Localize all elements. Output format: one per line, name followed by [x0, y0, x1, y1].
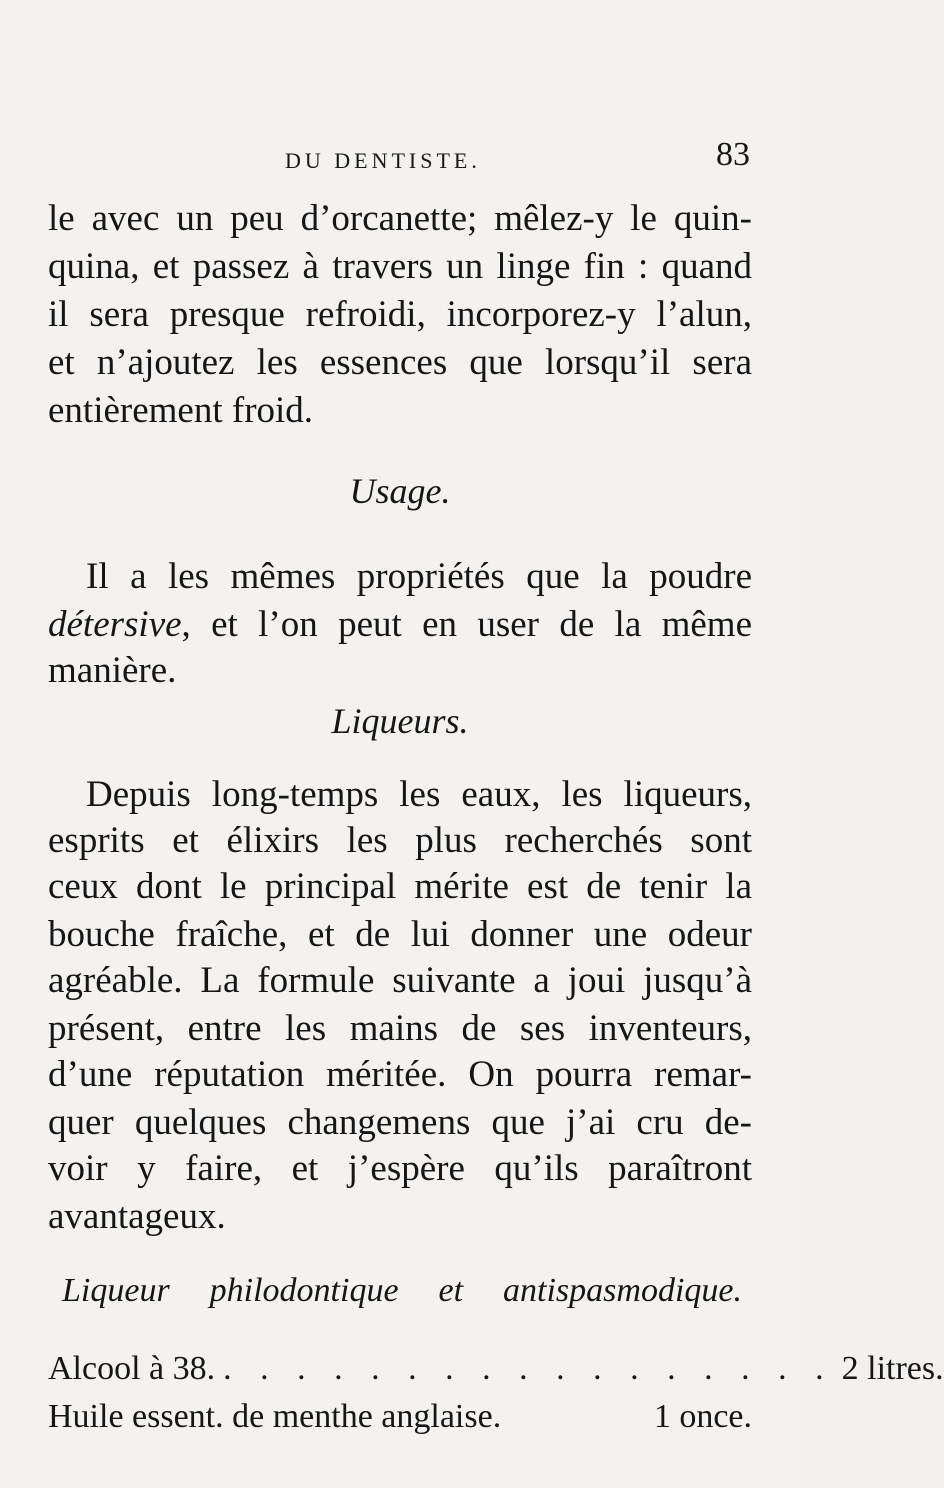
- para1-line-1: le avec un peu d’orcanette; mêlez-y le quin-: [48, 198, 752, 239]
- para3-line-4: bouche fraîche, et de lui donner une odeur: [48, 914, 752, 955]
- para3-line-8: quer quelques changemens que j’ai cru de-: [48, 1102, 752, 1143]
- heading-usage: Usage.: [349, 471, 451, 511]
- para3-line-2: esprits et élixirs les plus recherchés sont: [48, 820, 752, 861]
- para2-line-2: [48, 602, 752, 648]
- ingredient-quantity: 2 litres.: [841, 1350, 944, 1387]
- para2-line-1: Il a les mêmes propriétés que la poudre: [86, 556, 752, 597]
- para1-line-4: et n’ajoutez les essences que lorsqu’il sera: [48, 342, 752, 383]
- ingredient-quantity: 1 once.: [653, 1398, 752, 1435]
- para2-line-2-rest: , et l’on peut en user de la même: [181, 604, 752, 645]
- heading-liqueurs: Liqueurs.: [331, 701, 469, 741]
- ingredient-name: Alcool à 38.: [48, 1350, 216, 1387]
- page-header: [0, 136, 800, 186]
- running-head: DU DENTISTE.: [285, 148, 481, 173]
- ingredient-row: [48, 1394, 752, 1440]
- para3-line-9: voir y faire, et j’espère qu’ils paraîtront: [48, 1148, 752, 1189]
- page-number: 83: [716, 136, 750, 173]
- para3-line-3: ceux dont le principal mérite est de tenir la: [48, 866, 752, 907]
- para3-line-5: agréable. La formule suivante a joui jusqu’à: [48, 960, 752, 1001]
- recipe-title: Liqueur philodontique et antispasmodique.: [62, 1272, 742, 1309]
- ingredient-row: [48, 1346, 944, 1392]
- para1-line-3: il sera presque refroidi, incorporez-y l’alun,: [48, 294, 752, 335]
- para3-line-7: d’une réputation méritée. On pourra remar-: [48, 1054, 752, 1095]
- para1-line-2: quina, et passez à travers un linge fin : quand: [48, 246, 752, 287]
- leader-dots: . . . . . . . . . . . . . . . . .: [223, 1350, 834, 1387]
- ingredient-name: Huile essent. de menthe anglaise.: [48, 1398, 502, 1435]
- para1-line-5: entièrement froid.: [48, 390, 314, 431]
- para3-line-10: avantageux.: [48, 1196, 226, 1237]
- para2-line-3: manière.: [48, 650, 177, 691]
- para3-line-1: Depuis long-temps les eaux, les liqueurs,: [86, 774, 752, 815]
- para3-line-6: présent, entre les mains de ses inventeurs,: [48, 1008, 752, 1049]
- detersive-italic: détersive: [48, 604, 182, 645]
